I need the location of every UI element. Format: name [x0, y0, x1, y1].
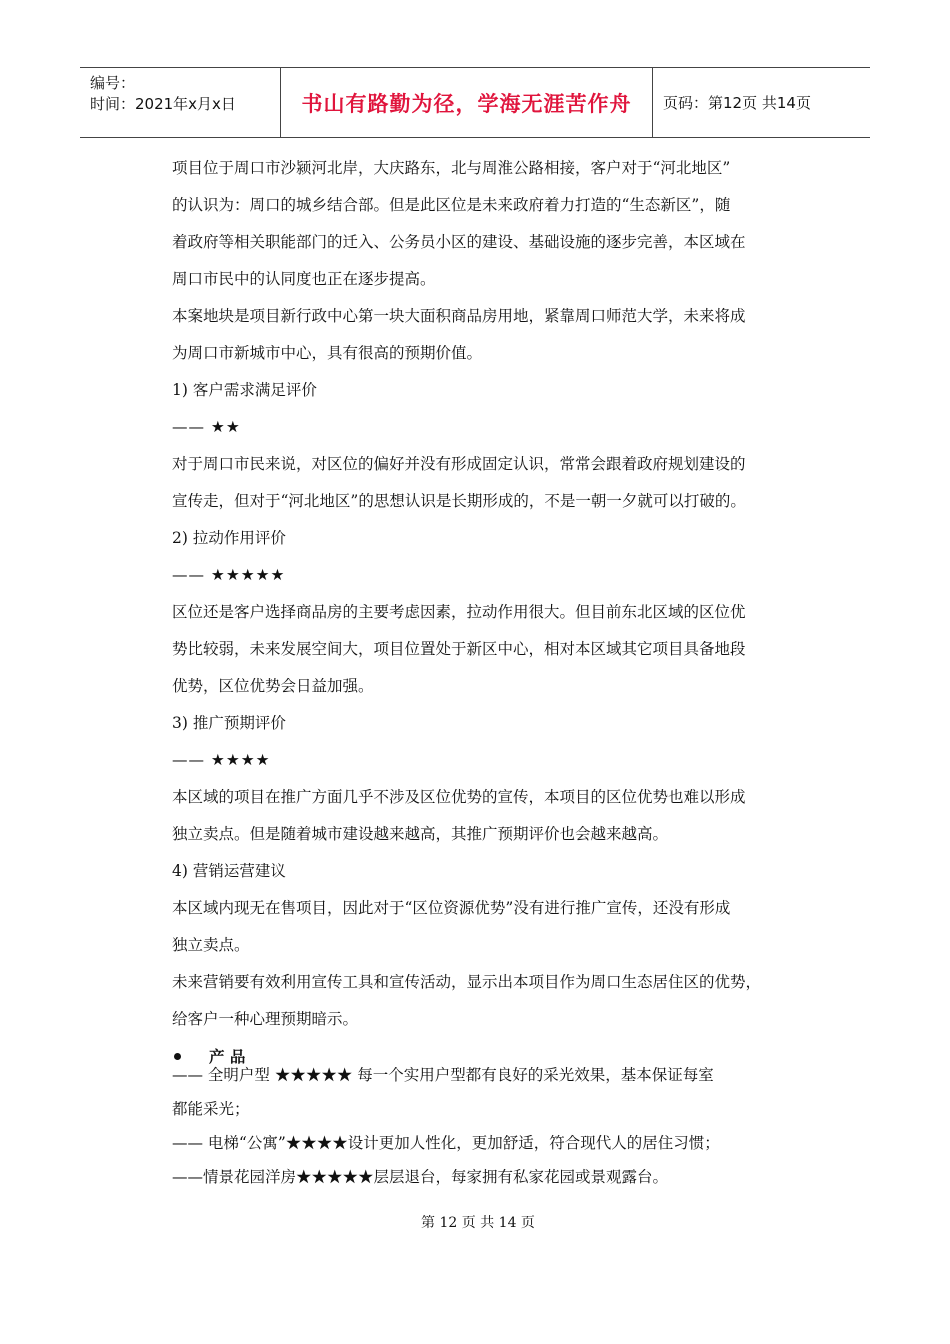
section-title: 2) 拉动作用评价: [172, 529, 286, 547]
paragraph-line: 势比较弱，未来发展空间大，项目位置处于新区中心，相对本区域其它项目具备地段: [172, 640, 746, 658]
paragraph-line: 对于周口市民来说，对区位的偏好并没有形成固定认识，常常会跟着政府规划建设的: [172, 455, 746, 473]
product-list: [172, 1058, 832, 1194]
paragraph-line: 本案地块是项目新行政中心第一块大面积商品房用地，紧靠周口师范大学，未来将成: [172, 307, 746, 325]
page-header: [80, 67, 870, 138]
product-line: —— 全明户型 ★★★★★ 每一个实用户型都有良好的采光效果，基本保证每室: [172, 1066, 714, 1084]
paragraph-line: 给客户一种心理预期暗示。: [172, 1010, 359, 1028]
footer-page-number: 第 12 页 共 14 页: [421, 1215, 535, 1231]
star-rating: —— ★★★★: [172, 751, 271, 769]
product-line: ——情景花园洋房★★★★★层层退台，每家拥有私家花园或景观露台。: [172, 1168, 669, 1186]
paragraph-line: 独立卖点。: [172, 936, 250, 954]
paragraph-line: 为周口市新城市中心，具有很高的预期价值。: [172, 344, 483, 362]
paragraph-line: 优势，区位优势会日益加强。: [172, 677, 374, 695]
paragraph-line: 本区域的项目在推广方面几乎不涉及区位优势的宣传，本项目的区位优势也难以形成: [172, 788, 746, 806]
header-motto-cell: [281, 68, 653, 137]
paragraph-line: 宣传走，但对于“河北地区”的思想认识是长期形成的，不是一朝一夕就可以打破的。: [172, 492, 746, 510]
page-label: 页码：第12页 共14页: [663, 94, 811, 112]
header-meta-cell: [80, 68, 281, 137]
header-page-cell: [663, 68, 870, 137]
product-heading-text: 产 品: [209, 1047, 246, 1066]
product-line: 都能采光；: [172, 1100, 250, 1118]
document-body: [172, 150, 832, 1075]
paragraph-line: 本区域内现无在售项目，因此对于“区位资源优势”没有进行推广宣传，还没有形成: [172, 899, 731, 917]
paragraph-line: 的认识为：周口的城乡结合部。但是此区位是未来政府着力打造的“生态新区”，随: [172, 196, 731, 214]
star-rating: —— ★★: [172, 418, 241, 436]
page-footer: [0, 1212, 950, 1232]
paragraph-line: 项目位于周口市沙颍河北岸，大庆路东，北与周淮公路相接，客户对于“河北地区”: [172, 159, 731, 177]
paragraph-line: 未来营销要有效利用宣传工具和宣传活动，显示出本项目作为周口生态居住区的优势，: [172, 973, 762, 991]
paragraph-line: 着政府等相关职能部门的迁入、公务员小区的建设、基础设施的逐步完善，本区域在: [172, 233, 746, 251]
product-line: —— 电梯“公寓”★★★★设计更加人性化，更加舒适，符合现代人的居住习惯；: [172, 1134, 720, 1152]
motto-text: 书山有路勤为径，学海无涯苦作舟: [301, 91, 632, 116]
section-title: 4) 营销运营建议: [172, 862, 286, 880]
date-label: 时间：2021年x月x日: [90, 95, 236, 113]
section-title: 1) 客户需求满足评价: [172, 381, 317, 399]
section-title: 3) 推广预期评价: [172, 714, 286, 732]
paragraph-line: 区位还是客户选择商品房的主要考虑因素，拉动作用很大。但目前东北区域的区位优: [172, 603, 746, 621]
star-rating: —— ★★★★★: [172, 566, 286, 584]
paragraph-line: 独立卖点。但是随着城市建设越来越高，其推广预期评价也会越来越高。: [172, 825, 669, 843]
paragraph-line: 周口市民中的认同度也正在逐步提高。: [172, 270, 436, 288]
doc-number-label: 编号：: [90, 74, 136, 92]
